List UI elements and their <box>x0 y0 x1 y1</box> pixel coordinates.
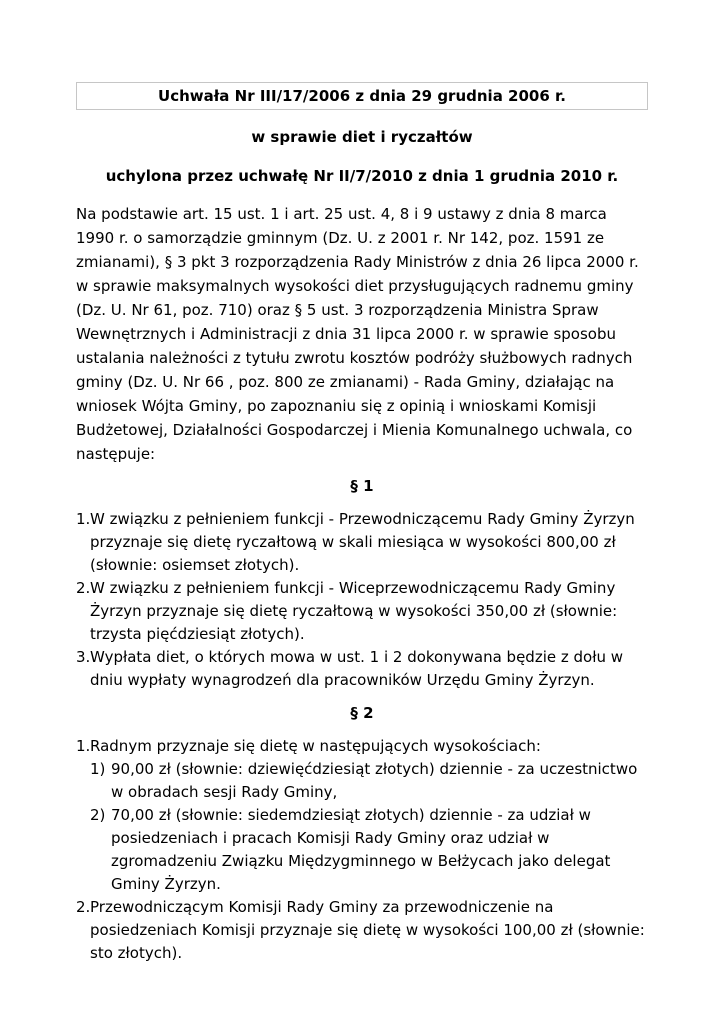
list-item <box>76 577 648 646</box>
sub-list-item <box>90 758 648 804</box>
item-text: Radnym przyznaje się dietę w następujących wysokościach: <box>90 737 541 755</box>
sub-list-item <box>90 804 648 896</box>
sub-item-text: 70,00 zł (słownie: siedemdziesiąt złotych) dziennie - za udział w posiedzeniach i pracach Komisji Rady Gminy oraz udział w zgromadzeniu Związku Międzygminnego w Bełżycach jako delegat Gminy Żyrzyn. <box>111 806 611 893</box>
item-text: Wypłata diet, o których mowa w ust. 1 i 2 dokonywana będzie z dołu w dniu wypłaty wynagrodzeń dla pracowników Urzędu Gminy Żyrzyn. <box>90 648 623 689</box>
section-sign: § 2 <box>350 704 374 722</box>
list-item <box>76 896 648 965</box>
section-1-list <box>76 508 648 692</box>
list-item <box>76 646 648 692</box>
section-2 <box>76 704 648 965</box>
legal-basis-paragraph: Na podstawie art. 15 ust. 1 i art. 25 ust. 4, 8 i 9 ustawy z dnia 8 marca 1990 r. o samorządzie gminnym (Dz. U. z 2001 r. Nr 142, poz. 1591 ze zmianami), § 3 pkt 3 rozporządzenia Rady Ministrów z dnia 26 lipca 2000 r. w sprawie maksymalnych wysokości diet przysługujących radnemu gminy (Dz. U. Nr 61, poz. 710) oraz § 5 ust. 3 rozporządzenia Ministra Spraw Wewnętrznych i Administracji z dnia 31 lipca 2000 r. w sprawie sposobu ustalania należności z tytułu zwrotu kosztów podróży służbowych radnych gminy (Dz. U. Nr 66 , poz. 800 ze zmianami) - Rada Gminy, działając na wniosek Wójta Gminy, po zapoznaniu się z opinią i wnioskami Komisji Budżetowej, Działalności Gospodarczej i Mienia Komunalnego uchwala, co następuje: <box>76 205 639 463</box>
document-title-box <box>76 82 648 110</box>
item-number: 2. <box>76 579 91 597</box>
sub-item-number: 2) <box>90 806 106 824</box>
sub-item-number: 1) <box>90 760 106 778</box>
sub-list <box>90 758 648 896</box>
item-number: 3. <box>76 648 91 666</box>
item-number: 1. <box>76 510 91 528</box>
sub-item-text: 90,00 zł (słownie: dziewięćdziesiąt złotych) dziennie - za uczestnictwo w obradach sesji Rady Gminy, <box>111 760 638 801</box>
repeal-note: uchylona przez uchwałę Nr II/7/2010 z dnia 1 grudnia 2010 r. <box>105 167 619 185</box>
document-title: Uchwała Nr III/17/2006 z dnia 29 grudnia 2006 r. <box>158 87 566 105</box>
section-1 <box>76 477 648 692</box>
item-text: Przewodniczącym Komisji Rady Gminy za przewodniczenie na posiedzeniach Komisji przyznaje się dietę w wysokości 100,00 zł (słownie: sto złotych). <box>90 898 645 962</box>
list-item <box>76 508 648 577</box>
item-text: W związku z pełnieniem funkcji - Przewodniczącemu Rady Gminy Żyrzyn przyznaje się dietę ryczałtową w skali miesiąca w wysokości 800,00 zł (słownie: osiemset złotych). <box>90 510 635 574</box>
section-2-list <box>76 735 648 965</box>
document-subject: w sprawie diet i ryczałtów <box>251 128 473 146</box>
item-number: 1. <box>76 737 91 755</box>
section-sign: § 1 <box>350 477 374 495</box>
document-page <box>76 82 648 965</box>
list-item <box>76 735 648 896</box>
item-number: 2. <box>76 898 91 916</box>
item-text: W związku z pełnieniem funkcji - Wiceprzewodniczącemu Rady Gminy Żyrzyn przyznaje się dietę ryczałtową w wysokości 350,00 zł (słownie: trzysta pięćdziesiąt złotych). <box>90 579 618 643</box>
